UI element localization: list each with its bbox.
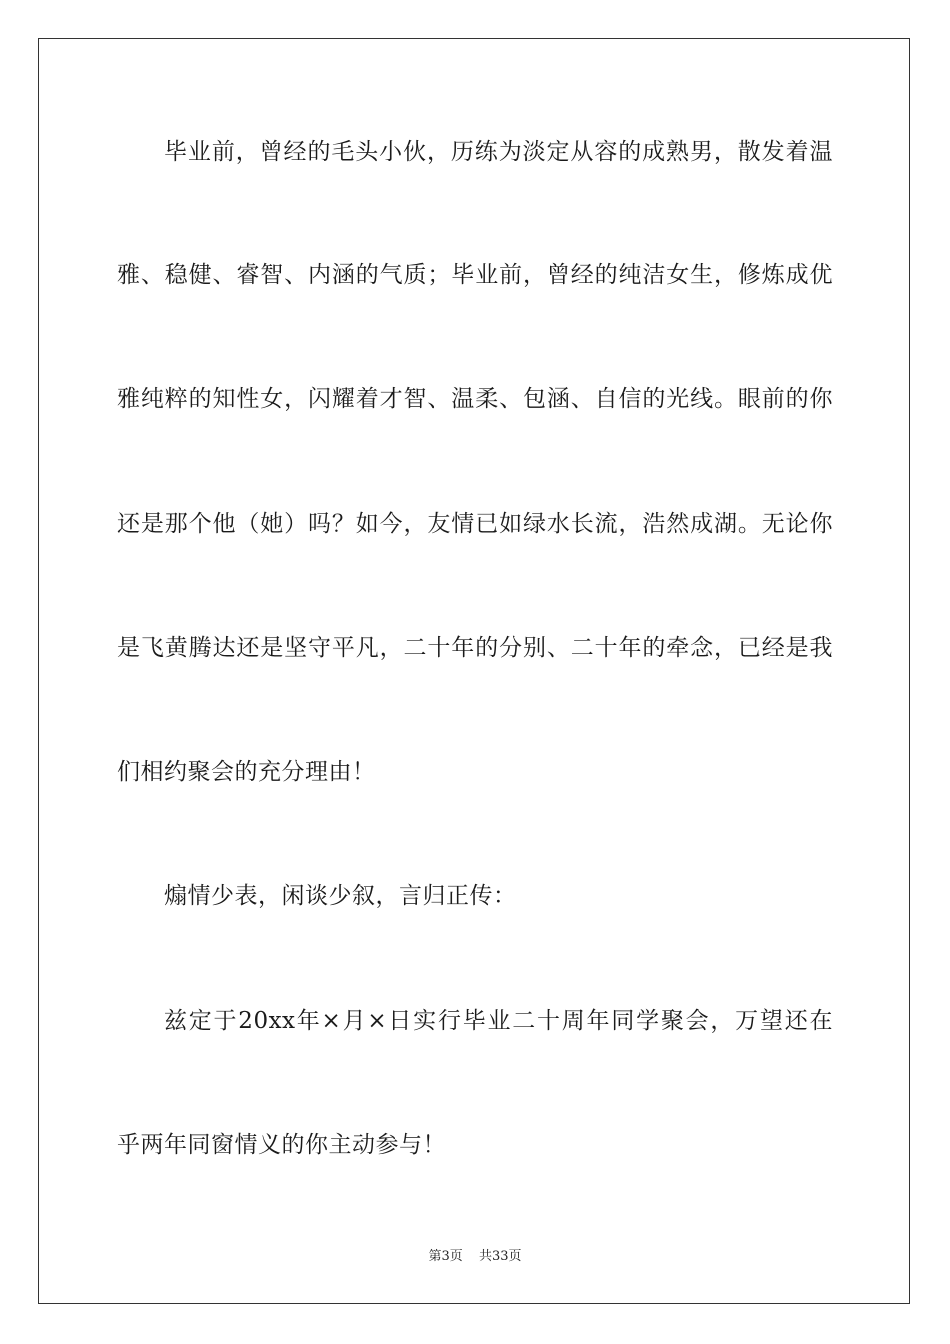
- paragraph-line-5: 是飞黄腾达还是坚守平凡，二十年的分别、二十年的牵念，已经是我: [117, 635, 833, 661]
- paragraph-line-9: 乎两年同窗情义的你主动参与！: [117, 1132, 446, 1158]
- paragraph-line-7: 煽情少表，闲谈少叙，言归正传：: [164, 883, 517, 909]
- page-border: [38, 38, 910, 1304]
- paragraph-line-6: 们相约聚会的充分理由！: [117, 759, 376, 785]
- paragraph-line-1: 毕业前，曾经的毛头小伙，历练为淡定从容的成熟男，散发着温: [164, 139, 833, 165]
- page-total: 共33页: [478, 1249, 522, 1264]
- paragraph-line-8: 兹定于20xx年×月×日实行毕业二十周年同学聚会，万望还在: [164, 1008, 833, 1034]
- page-footer: [0, 1248, 950, 1266]
- page-number: 第3页: [428, 1249, 463, 1264]
- paragraph-line-3: 雅纯粹的知性女，闪耀着才智、温柔、包涵、自信的光线。眼前的你: [117, 386, 833, 412]
- paragraph-line-4: 还是那个他（她）吗？如今，友情已如绿水长流，浩然成湖。无论你: [117, 511, 833, 537]
- paragraph-line-2: 雅、稳健、睿智、内涵的气质；毕业前，曾经的纯洁女生，修炼成优: [117, 262, 833, 288]
